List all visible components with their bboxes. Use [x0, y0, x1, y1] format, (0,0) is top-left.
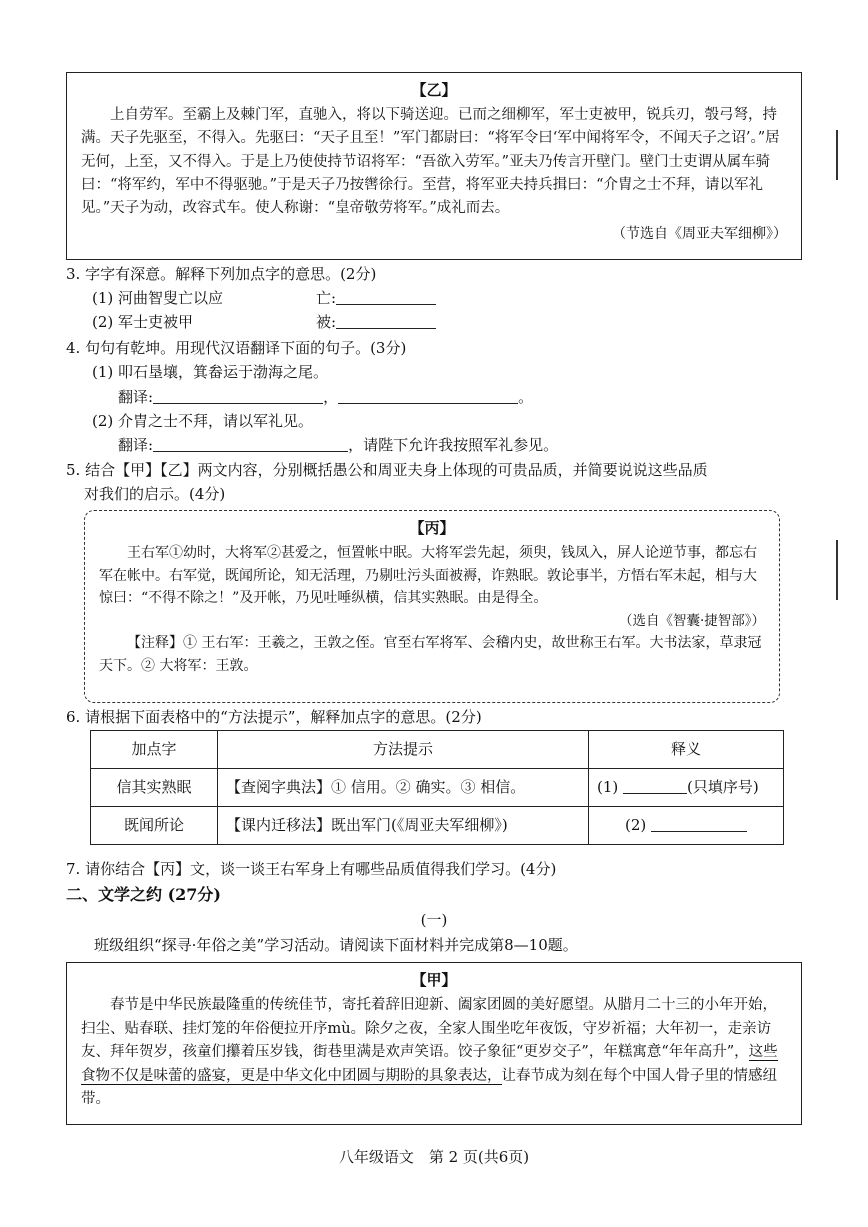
passage-jia-heading: 【甲】 [411, 971, 457, 989]
table-cell-hint: 【课内迁移法】既出军门(《周亚夫军细柳》) [218, 807, 589, 845]
question-4-translate-2: 翻译: ，请陛下允许我按照军礼参见。 [118, 436, 559, 454]
question-4-item-2: (2) 介胄之士不拜，请以军礼见。 [92, 412, 314, 430]
passage-jia-box [66, 962, 802, 1125]
question-4-translate-1: 翻译: ， 。 [118, 388, 534, 406]
question-6-title: 6. 请根据下面表格中的“方法提示”，解释加点字的意思。(2分) [66, 708, 482, 726]
question-7-title: 7. 请你结合【丙】文，谈一谈王右军身上有哪些品质值得我们学习。(4分) [66, 860, 557, 878]
answer-blank-4-2[interactable] [153, 436, 348, 452]
passage-yi-text: 上自劳军。至霸上及棘门军，直驰入，将以下骑送迎。已而之细柳军，军士吏被甲，锐兵刃，彀弓弩，持满。天子先驱至，不得入。先驱曰：“天子且至！”军门都尉曰：“将军令曰‘军中闻将军令，不闻天子之诏’。”居无何，上至，又不得入。于是上乃使使持节诏将军：“吾欲入劳军。”亚夫乃传言开壁门。壁门士吏谓从属车骑曰：“将军约，军中不得驱驰。”于是天子乃按辔徐行。至营，将军亚夫持兵揖曰：“介胄之士不拜，请以军礼见。”天子为动，改容式车。使人称谢：“皇帝敬劳将军。”成礼而去。 [81, 107, 780, 216]
answer-blank-6-2[interactable] [651, 816, 747, 832]
passage-bing-text: 王右军①幼时，大将军②甚爱之，恒置帐中眠。大将军尝先起，须臾，钱凤入，屏人论逆节事，都忘右军在帐中。右军觉，既闻所论，知无活理，乃剔吐污头面被褥，诈熟眠。敦论事半，方悟右军未起，相与大惊曰：“不得不除之！”及开帐，乃见吐唾纵横，信其实熟眠。由是得全。 [99, 545, 757, 607]
passage-bing-source: （选自《智囊·捷智部》） [618, 613, 765, 630]
table-cell-hint: 【查阅字典法】① 信用。② 确实。③ 相信。 [218, 769, 589, 807]
answer-blank-6-1[interactable] [623, 778, 687, 794]
table-cell-word: 既闻所论 [91, 807, 218, 845]
table-row [91, 807, 784, 845]
table-cell-word: 信其实熟眠 [91, 769, 218, 807]
question-3-title: 3. 字字有深意。解释下列加点字的意思。(2分) [66, 265, 377, 283]
passage-bing-note: 【注释】① 王右军：王羲之，王敦之侄。官至右军将军、会稽内史，故世称王右军。大书法家，草隶冠天下。② 大将军：王敦。 [99, 635, 762, 674]
table-cell-answer: (2) [589, 807, 784, 845]
answer-blank-4-1a[interactable] [153, 388, 323, 404]
passage-yi-heading: 【乙】 [411, 81, 457, 99]
question-5-line-1: 5. 结合【甲】【乙】两文内容，分别概括愚公和周亚夫身上体现的可贵品质，并简要说说这些品质 [66, 461, 708, 479]
answer-blank-4-1b[interactable] [338, 388, 518, 404]
section-2-intro: 班级组织“探寻·年俗之美”学习活动。请阅读下面材料并完成第8—10题。 [94, 936, 578, 954]
scan-edge-mark [836, 540, 838, 600]
question-4-title: 4. 句句有乾坤。用现代汉语翻译下面的句子。(3分) [66, 339, 407, 357]
table-header: 方法提示 [218, 731, 589, 769]
passage-jia-text: 春节是中华民族最隆重的传统佳节，寄托着辞旧迎新、阖家团圆的美好愿望。从腊月二十三的小年开始，扫尘、贴春联、挂灯笼的年俗便拉开序mù。除夕之夜，全家人围坐吃年夜饭，守岁祈福；大年初一，走亲访友、拜年贺岁，孩童们攥着压岁钱，街巷里满是欢声笑语。饺子象征“更岁交子”，年糕寓意“年年高升”，这些食物不仅是味蕾的盛宴，更是中华文化中团圆与期盼的具象表达，让春节成为刻在每个中国人骨子里的情感纽带。 [81, 997, 778, 1108]
scan-edge-mark [836, 130, 838, 180]
section-2-subheading: (一) [420, 911, 448, 929]
question-3-item-1: (1) 河曲智叟亡以应 [92, 289, 224, 307]
passage-bing-heading: 【丙】 [409, 519, 455, 537]
table-cell-answer: (1) (只填序号) [589, 769, 784, 807]
table-row [91, 769, 784, 807]
question-3-item-2-label: 被: [316, 311, 436, 334]
question-4-item-1: (1) 叩石垦壤，箕畚运于渤海之尾。 [92, 363, 329, 381]
section-2-title: 二、文学之约 (27分) [66, 885, 221, 904]
answer-blank-3-1[interactable] [336, 289, 436, 305]
table-header: 释义 [589, 731, 784, 769]
passage-bing-box [84, 510, 780, 703]
passage-yi-box [66, 72, 802, 260]
question-3-item-2: (2) 军士吏被甲 [92, 313, 194, 331]
question-3-item-1-label: 亡: [316, 287, 436, 310]
page-footer: 八年级语文 第 2 页(共6页) [338, 1148, 530, 1166]
passage-jia-underlined: 这些食物不仅是味蕾的盛宴，更是中华文化中团圆与期盼的具象表达， [81, 1044, 778, 1084]
question-5-line-2: 对我们的启示。(4分) [84, 485, 226, 503]
passage-yi-source: （节选自《周亚夫军细柳》） [612, 226, 787, 243]
method-table [90, 730, 784, 845]
answer-blank-3-2[interactable] [336, 313, 436, 329]
table-header-row [91, 731, 784, 769]
table-header: 加点字 [91, 731, 218, 769]
